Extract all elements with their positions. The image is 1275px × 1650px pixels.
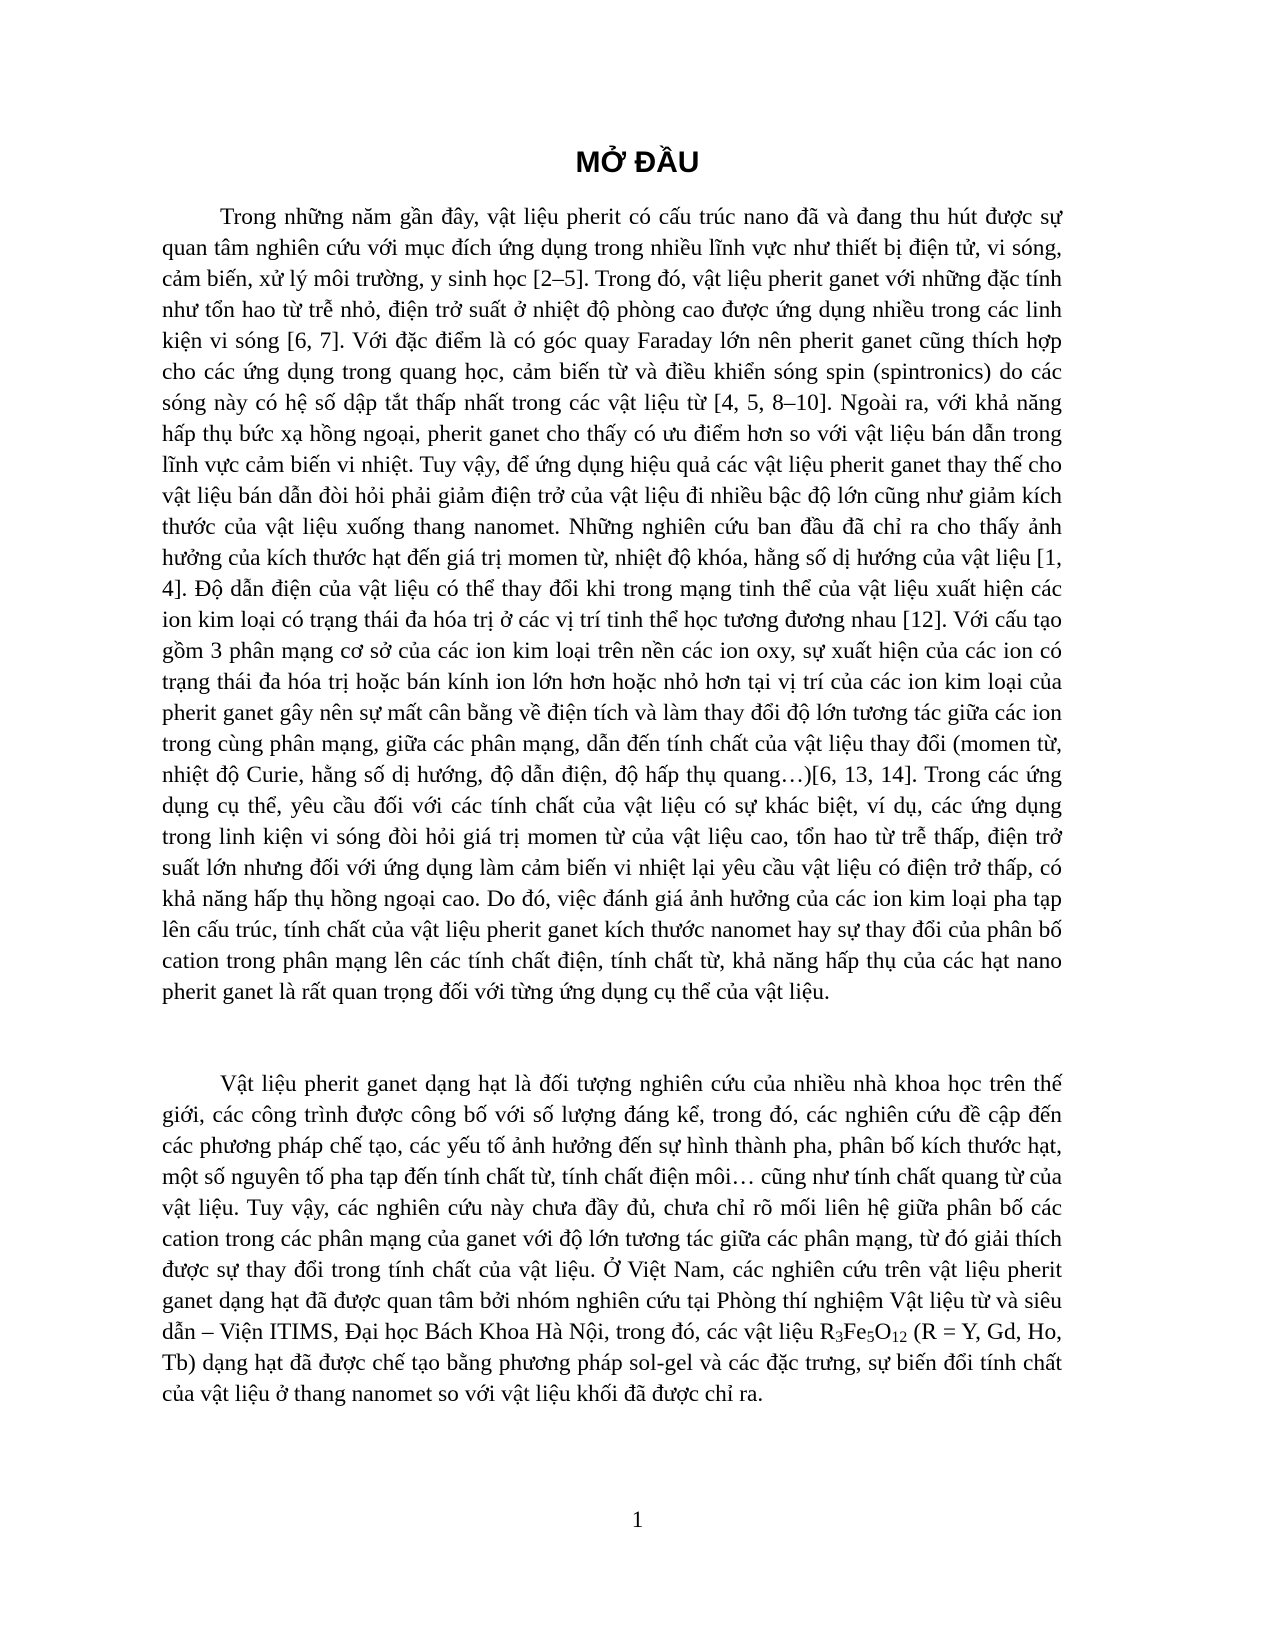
paragraph-text-after-formula: (R = Y, Gd, Ho, Tb) dạng hạt đã được chế tạo bằng phương pháp sol-gel và các đặc trưng, sự biến đổi tính chất của vật liệu ở thang nanomet so với vật liệu khối đã được chỉ ra. bbox=[162, 1319, 1062, 1407]
formula-element-o: O bbox=[874, 1319, 892, 1345]
page-title: MỞ ĐẦU bbox=[575, 146, 700, 179]
formula-subscript-r: 3 bbox=[835, 1329, 844, 1347]
formula-element-r: R bbox=[819, 1319, 836, 1345]
paragraph-text-before-formula: Vật liệu pherit ganet dạng hạt là đối tượng nghiên cứu của nhiều nhà khoa học trên thế giới, các công trình được công bố với số lượng đáng kể, trong đó, các nghiên cứu đề cập đến các phương pháp chế tạo, các yếu tố ảnh hưởng đến sự hình thành pha, phân bố kích thước hạt, một số nguyên tố pha tạp đến tính chất từ, tính chất điện môi… cũng như tính chất quang từ của vật liệu. Tuy vậy, các nghiên cứu này chưa đầy đủ, chưa chỉ rõ mối liên hệ giữa phân bố các cation trong các phân mạng của ganet với độ lớn tương tác giữa các phân mạng, từ đó giải thích được sự thay đổi trong tính chất của vật liệu. Ở Việt Nam, các nghiên cứu trên vật liệu pherit ganet dạng hạt đã được quan tâm bởi nhóm nghiên cứu tại Phòng thí nghiệm Vật liệu từ và siêu dẫn – Viện ITIMS, Đại học Bách Khoa Hà Nội, trong đó, các vật liệu bbox=[162, 1071, 1062, 1345]
chemical-formula bbox=[820, 1319, 908, 1345]
formula-subscript-fe: 5 bbox=[866, 1329, 875, 1347]
paragraph-intro: Trong những năm gần đây, vật liệu pherit có cấu trúc nano đã và đang thu hút được sự quan tâm nghiên cứu với mục đích ứng dụng trong nhiều lĩnh vực như thiết bị điện tử, vi sóng, cảm biến, xử lý môi trường, y sinh học [2–5]. Trong đó, vật liệu pherit ganet với những đặc tính như tổn hao từ trễ nhỏ, điện trở suất ở nhiệt độ phòng cao được ứng dụng nhiều trong các linh kiện vi sóng [6, 7]. Với đặc điểm là có góc quay Faraday lớn nên pherit ganet cũng thích hợp cho các ứng dụng trong quang học, cảm biến từ và điều khiển sóng spin (spintronics) do các sóng này có hệ số dập tắt thấp nhất trong các vật liệu từ [4, 5, 8–10]. Ngoài ra, với khả năng hấp thụ bức xạ hồng ngoại, pherit ganet cho thấy có ưu điểm hơn so với vật liệu bán dẫn trong lĩnh vực cảm biến vi nhiệt. Tuy vậy, để ứng dụng hiệu quả các vật liệu pherit ganet thay thế cho vật liệu bán dẫn đòi hỏi phải giảm điện trở của vật liệu đi nhiều bậc độ lớn cũng như giảm kích thước của vật liệu xuống thang nanomet. Những nghiên cứu ban đầu đã chỉ ra cho thấy ảnh hưởng của kích thước hạt đến giá trị momen từ, nhiệt độ khóa, hằng số dị hướng của vật liệu [1, 4]. Độ dẫn điện của vật liệu có thể thay đổi khi trong mạng tinh thể của vật liệu xuất hiện các ion kim loại có trạng thái đa hóa trị ở các vị trí tinh thể học tương đương nhau [12]. Với cấu tạo gồm 3 phân mạng cơ sở của các ion kim loại trên nền các ion oxy, sự xuất hiện của các ion có trạng thái đa hóa trị hoặc bán kính ion lớn hơn hoặc nhỏ hơn tại vị trí của các ion kim loại của pherit ganet gây nên sự mất cân bằng về điện tích và làm thay đổi độ lớn tương tác giữa các ion trong cùng phân mạng, giữa các phân mạng, dẫn đến tính chất của vật liệu thay đổi (momen từ, nhiệt độ Curie, hằng số dị hướng, độ dẫn điện, độ hấp thụ quang…)[6, 13, 14]. Trong các ứng dụng cụ thể, yêu cầu đối với các tính chất của vật liệu có sự khác biệt, ví dụ, các ứng dụng trong linh kiện vi sóng đòi hỏi giá trị momen từ của vật liệu cao, tổn hao từ trễ thấp, điện trở suất lớn nhưng đối với ứng dụng làm cảm biến vi nhiệt lại yêu cầu vật liệu có điện trở thấp, có khả năng hấp thụ hồng ngoại cao. Do đó, việc đánh giá ảnh hưởng của các ion kim loại pha tạp lên cấu trúc, tính chất của vật liệu pherit ganet kích thước nanomet hay sự thay đổi của phân bố cation trong phân mạng lên các tính chất điện, tính chất từ, khả năng hấp thụ của các hạt nano pherit ganet là rất quan trọng đối với từng ứng dụng cụ thể của vật liệu. bbox=[162, 204, 1062, 1005]
formula-element-fe: Fe bbox=[843, 1319, 867, 1345]
page-number: 1 bbox=[631, 1507, 644, 1532]
formula-subscript-o: 12 bbox=[891, 1329, 908, 1347]
paragraph-vietnam-research bbox=[162, 1069, 1062, 1410]
